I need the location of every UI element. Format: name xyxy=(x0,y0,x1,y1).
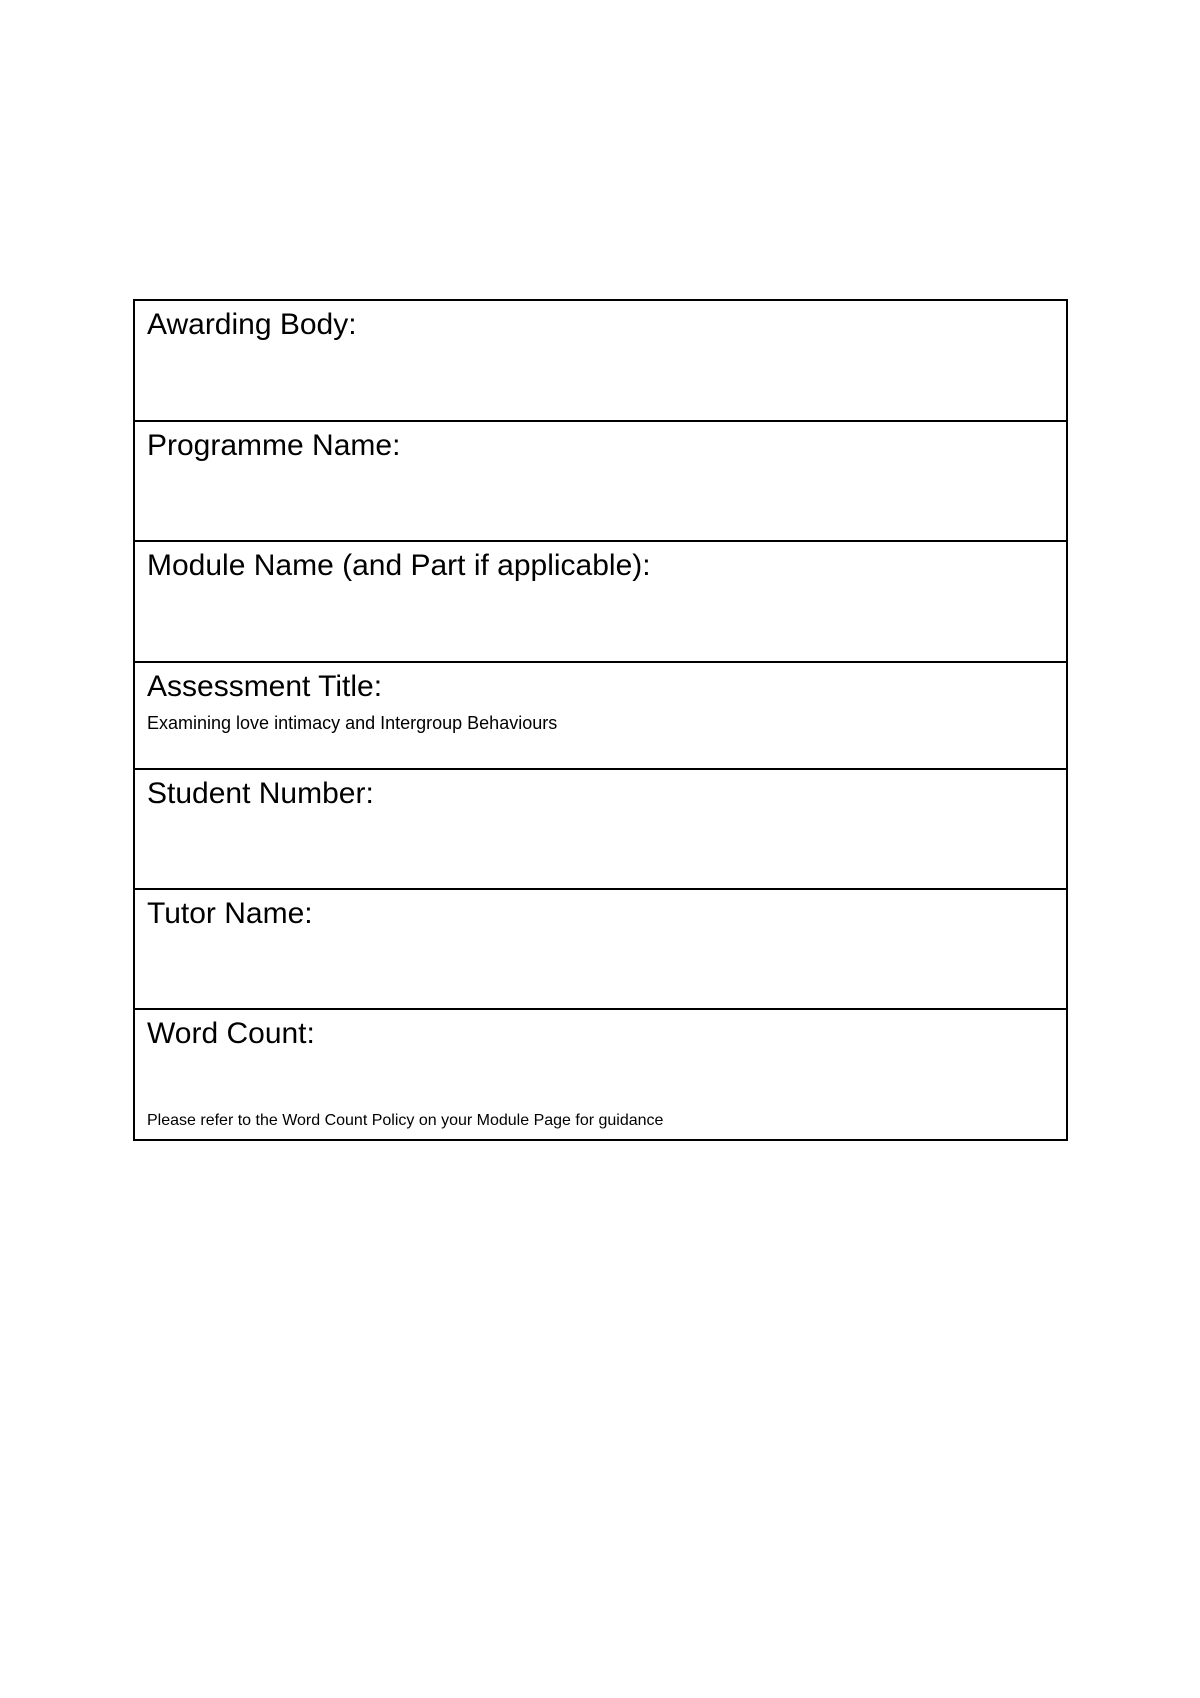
word-count-field xyxy=(135,1010,1066,1139)
word-count-label: Word Count: xyxy=(147,1017,315,1050)
awarding-body-field xyxy=(135,301,1066,422)
tutor-name-field xyxy=(135,890,1066,1010)
programme-name-label: Programme Name: xyxy=(147,429,401,462)
student-number-field xyxy=(135,770,1066,890)
assessment-title-value: Examining love intimacy and Intergroup Behaviours xyxy=(147,713,558,733)
student-number-label: Student Number: xyxy=(147,777,374,810)
assessment-title-field xyxy=(135,663,1066,770)
awarding-body-label: Awarding Body: xyxy=(147,308,357,341)
word-count-guidance-note: Please refer to the Word Count Policy on your Module Page for guidance xyxy=(147,1112,664,1129)
module-name-field xyxy=(135,542,1066,663)
programme-name-field xyxy=(135,422,1066,542)
module-name-label: Module Name (and Part if applicable): xyxy=(147,549,651,582)
assessment-title-label: Assessment Title: xyxy=(147,670,383,703)
assessment-cover-form xyxy=(133,299,1068,1141)
tutor-name-label: Tutor Name: xyxy=(147,897,313,930)
